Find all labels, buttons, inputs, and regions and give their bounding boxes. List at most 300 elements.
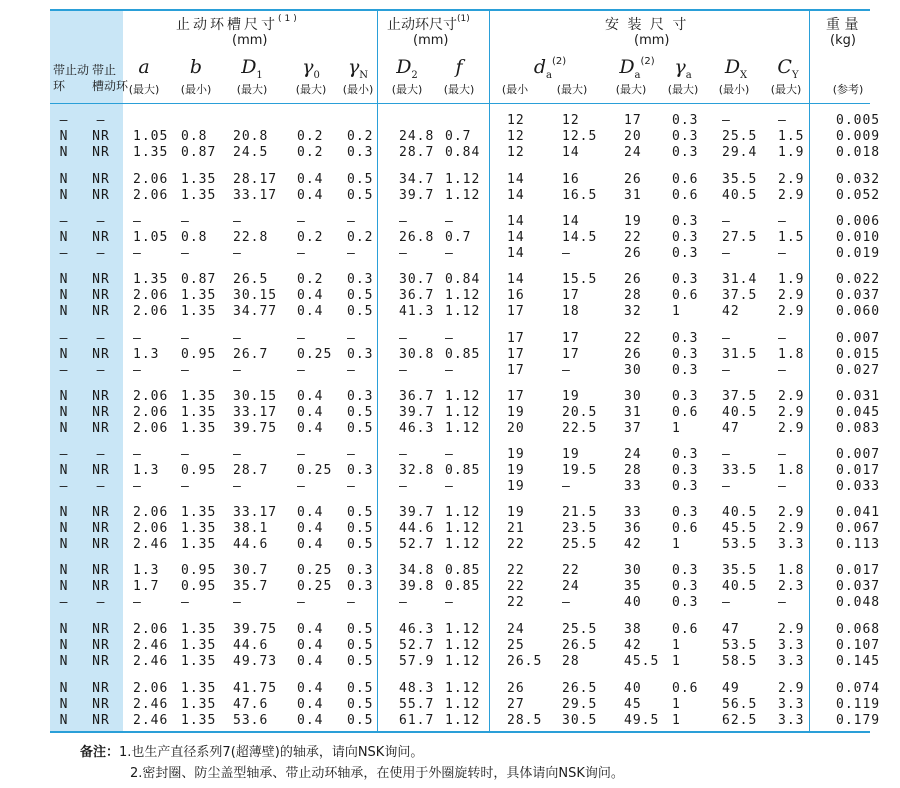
- divider-groove: [377, 9, 378, 731]
- cell-da-max: 20.5: [562, 405, 598, 420]
- cell-ra: 0.3: [672, 145, 699, 160]
- cell-Da: 17: [624, 113, 642, 128]
- cell-D1: 41.75: [233, 681, 278, 696]
- cell-type-groove-ring: NR: [92, 537, 110, 552]
- cell-rN: 0.2: [347, 129, 374, 144]
- cell-D1: —: [233, 447, 242, 462]
- cell-CY: —: [778, 246, 787, 261]
- cell-da-min: 16: [507, 288, 525, 303]
- cell-da-max: 30.5: [562, 713, 598, 728]
- cell-CY: —: [778, 214, 787, 229]
- cell-DX: —: [722, 447, 731, 462]
- symbol-CY: [777, 56, 798, 81]
- cell-weight: 0.037: [836, 288, 881, 303]
- cell-CY: —: [778, 331, 787, 346]
- cell-weight: 0.032: [836, 172, 881, 187]
- bottom-rule: [50, 731, 870, 733]
- cell-type-groove-ring: —: [96, 595, 106, 610]
- cell-CY: 2.9: [778, 405, 805, 420]
- cell-r0: 0.4: [297, 654, 324, 669]
- cell-type-groove-ring: —: [96, 246, 106, 261]
- cell-DX: —: [722, 479, 731, 494]
- groove-unit: (mm): [232, 33, 268, 48]
- cell-type-snap-ring: N: [59, 563, 69, 578]
- cell-DX: 40.5: [722, 505, 758, 520]
- cell-rN: 0.3: [347, 463, 374, 478]
- cell-b: —: [181, 246, 190, 261]
- cell-a: 2.46: [133, 638, 169, 653]
- cell-Da: 42: [624, 537, 642, 552]
- cell-a: —: [133, 363, 142, 378]
- cell-da-max: 24: [562, 579, 580, 594]
- cell-rN: —: [347, 363, 356, 378]
- cell-a: 2.06: [133, 405, 169, 420]
- cell-Da: 42: [624, 638, 642, 653]
- cell-type-groove-ring: NR: [92, 681, 110, 696]
- cell-ra: 0.3: [672, 595, 699, 610]
- cell-Da: 30: [624, 363, 642, 378]
- cell-r0: 0.4: [297, 188, 324, 203]
- cell-b: 1.35: [181, 405, 217, 420]
- cell-ra: 1: [672, 638, 681, 653]
- cell-r0: 0.4: [297, 537, 324, 552]
- cell-D1: 49.73: [233, 654, 278, 669]
- cell-CY: 2.9: [778, 304, 805, 319]
- cell-type-snap-ring: N: [59, 188, 69, 203]
- cell-type-groove-ring: NR: [92, 563, 110, 578]
- cell-r0: —: [297, 363, 306, 378]
- cell-a: 1.3: [133, 563, 160, 578]
- cell-Da: 26: [624, 272, 642, 287]
- cell-D1: 44.6: [233, 638, 269, 653]
- cell-f: 0.84: [445, 145, 481, 160]
- cell-b: 1.35: [181, 622, 217, 637]
- note-label: 备注：: [80, 745, 120, 760]
- cell-ra: 0.3: [672, 579, 699, 594]
- cell-DX: —: [722, 363, 731, 378]
- cell-rN: 0.3: [347, 579, 374, 594]
- cell-type-snap-ring: N: [59, 145, 69, 160]
- cell-D1: 34.77: [233, 304, 278, 319]
- cell-D2: 41.3: [399, 304, 435, 319]
- cell-da-max: 25.5: [562, 622, 598, 637]
- cell-ra: 0.3: [672, 246, 699, 261]
- cell-D2: 44.6: [399, 521, 435, 536]
- cell-type-snap-ring: N: [59, 521, 69, 536]
- cell-D1: 30.15: [233, 389, 278, 404]
- cell-rN: 0.5: [347, 421, 374, 436]
- cell-r0: 0.4: [297, 622, 324, 637]
- cell-Da: 31: [624, 188, 642, 203]
- cell-DX: 31.4: [722, 272, 758, 287]
- cell-f: —: [445, 214, 454, 229]
- cell-f: 1.12: [445, 622, 481, 637]
- symbol-DX-sub: X: [740, 69, 748, 81]
- symbol-rN: [348, 56, 368, 81]
- cell-da-max: 22.5: [562, 421, 598, 436]
- cell-CY: —: [778, 479, 787, 494]
- cell-DX: —: [722, 113, 731, 128]
- note-line-1: [80, 741, 423, 760]
- cell-da-min: 12: [507, 145, 525, 160]
- cell-type-snap-ring: N: [59, 697, 69, 712]
- cell-Da: 36: [624, 521, 642, 536]
- cell-DX: 40.5: [722, 579, 758, 594]
- sublabel-CY: (最大): [770, 83, 802, 96]
- cell-da-max: 19: [562, 447, 580, 462]
- mounting-dimension-title: 安 装 尺 寸: [605, 17, 689, 33]
- cell-a: 2.06: [133, 505, 169, 520]
- cell-f: 0.85: [445, 579, 481, 594]
- cell-da-min: 19: [507, 479, 525, 494]
- cell-f: 1.12: [445, 521, 481, 536]
- cell-Da: 45.5: [624, 654, 660, 669]
- cell-da-max: 16: [562, 172, 580, 187]
- cell-da-min: 28.5: [507, 713, 543, 728]
- cell-D2: 46.3: [399, 421, 435, 436]
- cell-weight: 0.010: [836, 230, 881, 245]
- cell-da-min: 24: [507, 622, 525, 637]
- cell-D2: —: [399, 363, 408, 378]
- cell-D2: 30.7: [399, 272, 435, 287]
- cell-b: 0.95: [181, 563, 217, 578]
- cell-r0: —: [297, 214, 306, 229]
- cell-rN: 0.5: [347, 622, 374, 637]
- cell-b: 0.95: [181, 463, 217, 478]
- ring-unit: (mm): [413, 33, 449, 48]
- cell-rN: 0.5: [347, 188, 374, 203]
- cell-b: —: [181, 363, 190, 378]
- cell-DX: 37.5: [722, 389, 758, 404]
- cell-r0: —: [297, 479, 306, 494]
- cell-a: 1.05: [133, 129, 169, 144]
- sublabel-D1: (最大): [236, 83, 268, 96]
- cell-f: 1.12: [445, 638, 481, 653]
- cell-f: —: [445, 479, 454, 494]
- cell-type-groove-ring: —: [96, 331, 106, 346]
- cell-D2: —: [399, 447, 408, 462]
- cell-D1: 30.15: [233, 288, 278, 303]
- cell-da-min: 14: [507, 188, 525, 203]
- sublabel-Da: (最大): [615, 83, 647, 96]
- symbol-Da-sub: a: [634, 69, 641, 81]
- cell-CY: 2.9: [778, 505, 805, 520]
- divider-ring: [489, 9, 490, 731]
- cell-rN: 0.5: [347, 638, 374, 653]
- cell-rN: 0.5: [347, 681, 374, 696]
- cell-Da: 24: [624, 145, 642, 160]
- cell-a: 2.46: [133, 713, 169, 728]
- cell-da-max: —: [562, 479, 571, 494]
- cell-da-min: 22: [507, 595, 525, 610]
- cell-type-groove-ring: NR: [92, 129, 110, 144]
- cell-da-min: 19: [507, 447, 525, 462]
- cell-D2: 57.9: [399, 654, 435, 669]
- cell-rN: 0.5: [347, 697, 374, 712]
- cell-f: 1.12: [445, 713, 481, 728]
- cell-weight: 0.005: [836, 113, 881, 128]
- type-snap-ring-label: [53, 62, 89, 94]
- cell-D1: 39.75: [233, 421, 278, 436]
- cell-CY: 3.3: [778, 638, 805, 653]
- cell-r0: 0.4: [297, 697, 324, 712]
- cell-type-snap-ring: N: [59, 654, 69, 669]
- cell-type-groove-ring: NR: [92, 622, 110, 637]
- cell-Da: 20: [624, 129, 642, 144]
- cell-b: 0.95: [181, 579, 217, 594]
- cell-weight: 0.017: [836, 463, 881, 478]
- cell-rN: 0.2: [347, 230, 374, 245]
- cell-weight: 0.041: [836, 505, 881, 520]
- cell-r0: 0.4: [297, 304, 324, 319]
- groove-title-text: 止动环槽尺寸: [176, 17, 278, 33]
- cell-da-min: 17: [507, 304, 525, 319]
- cell-DX: —: [722, 214, 731, 229]
- cell-type-snap-ring: N: [59, 405, 69, 420]
- cell-r0: 0.25: [297, 347, 333, 362]
- sublabel-da-min: (最小: [501, 83, 529, 96]
- cell-b: 1.35: [181, 521, 217, 536]
- cell-f: —: [445, 246, 454, 261]
- cell-CY: 3.3: [778, 654, 805, 669]
- symbol-DX-main: D: [724, 56, 741, 78]
- cell-r0: 0.4: [297, 505, 324, 520]
- cell-type-groove-ring: —: [96, 447, 106, 462]
- cell-weight: 0.009: [836, 129, 881, 144]
- cell-type-groove-ring: NR: [92, 521, 110, 536]
- cell-DX: 56.5: [722, 697, 758, 712]
- cell-D2: 28.7: [399, 145, 435, 160]
- cell-da-min: 19: [507, 505, 525, 520]
- top-rule: [50, 9, 870, 11]
- cell-D2: 39.7: [399, 505, 435, 520]
- cell-r0: 0.4: [297, 389, 324, 404]
- cell-Da: 24: [624, 447, 642, 462]
- sublabel-da-max: (最大): [556, 83, 588, 96]
- cell-da-max: 26.5: [562, 681, 598, 696]
- cell-f: 1.12: [445, 172, 481, 187]
- cell-D2: 36.7: [399, 288, 435, 303]
- cell-b: 0.8: [181, 129, 208, 144]
- cell-f: 1.12: [445, 537, 481, 552]
- cell-D2: 39.8: [399, 579, 435, 594]
- cell-type-snap-ring: N: [59, 304, 69, 319]
- symbol-ra-sub: a: [685, 69, 692, 81]
- cell-ra: 1: [672, 537, 681, 552]
- type-col2-line2: 槽动环: [92, 79, 129, 93]
- cell-r0: 0.2: [297, 272, 324, 287]
- cell-DX: —: [722, 246, 731, 261]
- cell-da-max: —: [562, 595, 571, 610]
- cell-da-min: 22: [507, 579, 525, 594]
- sublabel-reference: (参考): [832, 83, 864, 96]
- cell-DX: 31.5: [722, 347, 758, 362]
- cell-a: 1.35: [133, 272, 169, 287]
- cell-DX: 49: [722, 681, 740, 696]
- cell-D2: 39.7: [399, 188, 435, 203]
- cell-CY: 2.9: [778, 521, 805, 536]
- cell-weight: 0.113: [836, 537, 881, 552]
- cell-da-min: 12: [507, 129, 525, 144]
- cell-D2: 48.3: [399, 681, 435, 696]
- cell-da-max: 26.5: [562, 638, 598, 653]
- cell-b: —: [181, 214, 190, 229]
- cell-DX: 47: [722, 622, 740, 637]
- cell-weight: 0.107: [836, 638, 881, 653]
- cell-r0: 0.25: [297, 563, 333, 578]
- cell-da-min: 25: [507, 638, 525, 653]
- cell-D2: —: [399, 331, 408, 346]
- cell-D1: 39.75: [233, 622, 278, 637]
- cell-a: 2.46: [133, 697, 169, 712]
- cell-f: 1.12: [445, 654, 481, 669]
- symbol-da-sub: a: [546, 69, 552, 81]
- cell-a: 1.3: [133, 463, 160, 478]
- cell-da-min: 27: [507, 697, 525, 712]
- cell-Da: 31: [624, 405, 642, 420]
- cell-ra: 0.3: [672, 214, 699, 229]
- cell-Da: 45: [624, 697, 642, 712]
- cell-CY: 1.8: [778, 563, 805, 578]
- cell-da-min: 14: [507, 214, 525, 229]
- cell-Da: 49.5: [624, 713, 660, 728]
- cell-a: 2.06: [133, 389, 169, 404]
- cell-da-max: 28: [562, 654, 580, 669]
- cell-r0: 0.4: [297, 288, 324, 303]
- cell-a: —: [133, 595, 142, 610]
- cell-DX: 40.5: [722, 188, 758, 203]
- cell-D1: —: [233, 595, 242, 610]
- cell-a: —: [133, 246, 142, 261]
- cell-D1: —: [233, 214, 242, 229]
- cell-b: 1.35: [181, 421, 217, 436]
- cell-ra: 0.3: [672, 272, 699, 287]
- cell-b: —: [181, 595, 190, 610]
- cell-da-max: 14: [562, 214, 580, 229]
- cell-b: 0.95: [181, 347, 217, 362]
- cell-rN: 0.5: [347, 304, 374, 319]
- cell-CY: 3.3: [778, 537, 805, 552]
- cell-f: 1.12: [445, 421, 481, 436]
- cell-da-min: 22: [507, 537, 525, 552]
- cell-rN: 0.5: [347, 172, 374, 187]
- cell-ra: 0.6: [672, 622, 699, 637]
- sublabel-r0: (最大): [295, 83, 327, 96]
- cell-da-min: 14: [507, 172, 525, 187]
- cell-Da: 22: [624, 331, 642, 346]
- cell-D2: 39.7: [399, 405, 435, 420]
- cell-D2: 55.7: [399, 697, 435, 712]
- cell-f: —: [445, 447, 454, 462]
- groove-dimension-title: [176, 14, 300, 34]
- cell-DX: —: [722, 595, 731, 610]
- cell-type-snap-ring: N: [59, 579, 69, 594]
- cell-r0: 0.4: [297, 405, 324, 420]
- cell-weight: 0.119: [836, 697, 881, 712]
- symbol-CY-main: C: [777, 56, 792, 78]
- cell-Da: 28: [624, 463, 642, 478]
- cell-type-groove-ring: NR: [92, 579, 110, 594]
- cell-f: 0.85: [445, 347, 481, 362]
- cell-type-groove-ring: NR: [92, 389, 110, 404]
- cell-type-groove-ring: NR: [92, 697, 110, 712]
- cell-ra: 0.3: [672, 363, 699, 378]
- cell-rN: —: [347, 246, 356, 261]
- cell-da-max: 18: [562, 304, 580, 319]
- cell-da-max: 22: [562, 563, 580, 578]
- cell-f: 0.7: [445, 129, 472, 144]
- cell-b: 1.35: [181, 505, 217, 520]
- symbol-DX: [725, 56, 747, 81]
- cell-Da: 30: [624, 563, 642, 578]
- weight-unit: (kg): [830, 33, 856, 48]
- symbol-Da-note: (2): [640, 56, 655, 67]
- cell-ra: 1: [672, 421, 681, 436]
- cell-a: 2.06: [133, 304, 169, 319]
- cell-b: 1.35: [181, 681, 217, 696]
- cell-weight: 0.017: [836, 563, 881, 578]
- cell-Da: 32: [624, 304, 642, 319]
- sublabel-f: (最大): [443, 83, 475, 96]
- cell-DX: 35.5: [722, 172, 758, 187]
- symbol-Da-main: D: [619, 56, 635, 78]
- cell-f: 0.7: [445, 230, 472, 245]
- cell-type-groove-ring: NR: [92, 288, 110, 303]
- symbol-D2-main: D: [396, 56, 412, 78]
- symbol-D2-sub: 2: [411, 69, 418, 81]
- cell-f: 1.12: [445, 697, 481, 712]
- cell-D1: 20.8: [233, 129, 269, 144]
- cell-D2: 36.7: [399, 389, 435, 404]
- cell-da-min: 14: [507, 246, 525, 261]
- cell-CY: 3.3: [778, 713, 805, 728]
- divider-mount: [809, 9, 810, 731]
- cell-da-max: 21.5: [562, 505, 598, 520]
- cell-Da: 37: [624, 421, 642, 436]
- cell-type-groove-ring: NR: [92, 421, 110, 436]
- cell-rN: 0.3: [347, 563, 374, 578]
- cell-type-snap-ring: N: [59, 172, 69, 187]
- cell-type-snap-ring: N: [59, 421, 69, 436]
- cell-da-min: 12: [507, 113, 525, 128]
- cell-da-min: 17: [507, 363, 525, 378]
- cell-a: 2.06: [133, 188, 169, 203]
- cell-b: —: [181, 447, 190, 462]
- cell-type-groove-ring: NR: [92, 405, 110, 420]
- cell-CY: 2.9: [778, 622, 805, 637]
- cell-D2: —: [399, 214, 408, 229]
- cell-D2: 52.7: [399, 537, 435, 552]
- cell-DX: 53.5: [722, 638, 758, 653]
- cell-rN: —: [347, 331, 356, 346]
- symbol-r0-main: γ: [302, 56, 314, 78]
- cell-f: 1.12: [445, 389, 481, 404]
- cell-CY: 2.9: [778, 389, 805, 404]
- cell-DX: 53.5: [722, 537, 758, 552]
- cell-weight: 0.022: [836, 272, 881, 287]
- cell-type-snap-ring: —: [59, 214, 69, 229]
- cell-f: 1.12: [445, 288, 481, 303]
- cell-da-max: 17: [562, 331, 580, 346]
- cell-D1: 35.7: [233, 579, 269, 594]
- cell-type-groove-ring: —: [96, 214, 106, 229]
- cell-Da: 40: [624, 681, 642, 696]
- cell-Da: 35: [624, 579, 642, 594]
- cell-da-min: 22: [507, 563, 525, 578]
- cell-f: —: [445, 331, 454, 346]
- cell-da-min: 19: [507, 463, 525, 478]
- cell-da-min: 17: [507, 389, 525, 404]
